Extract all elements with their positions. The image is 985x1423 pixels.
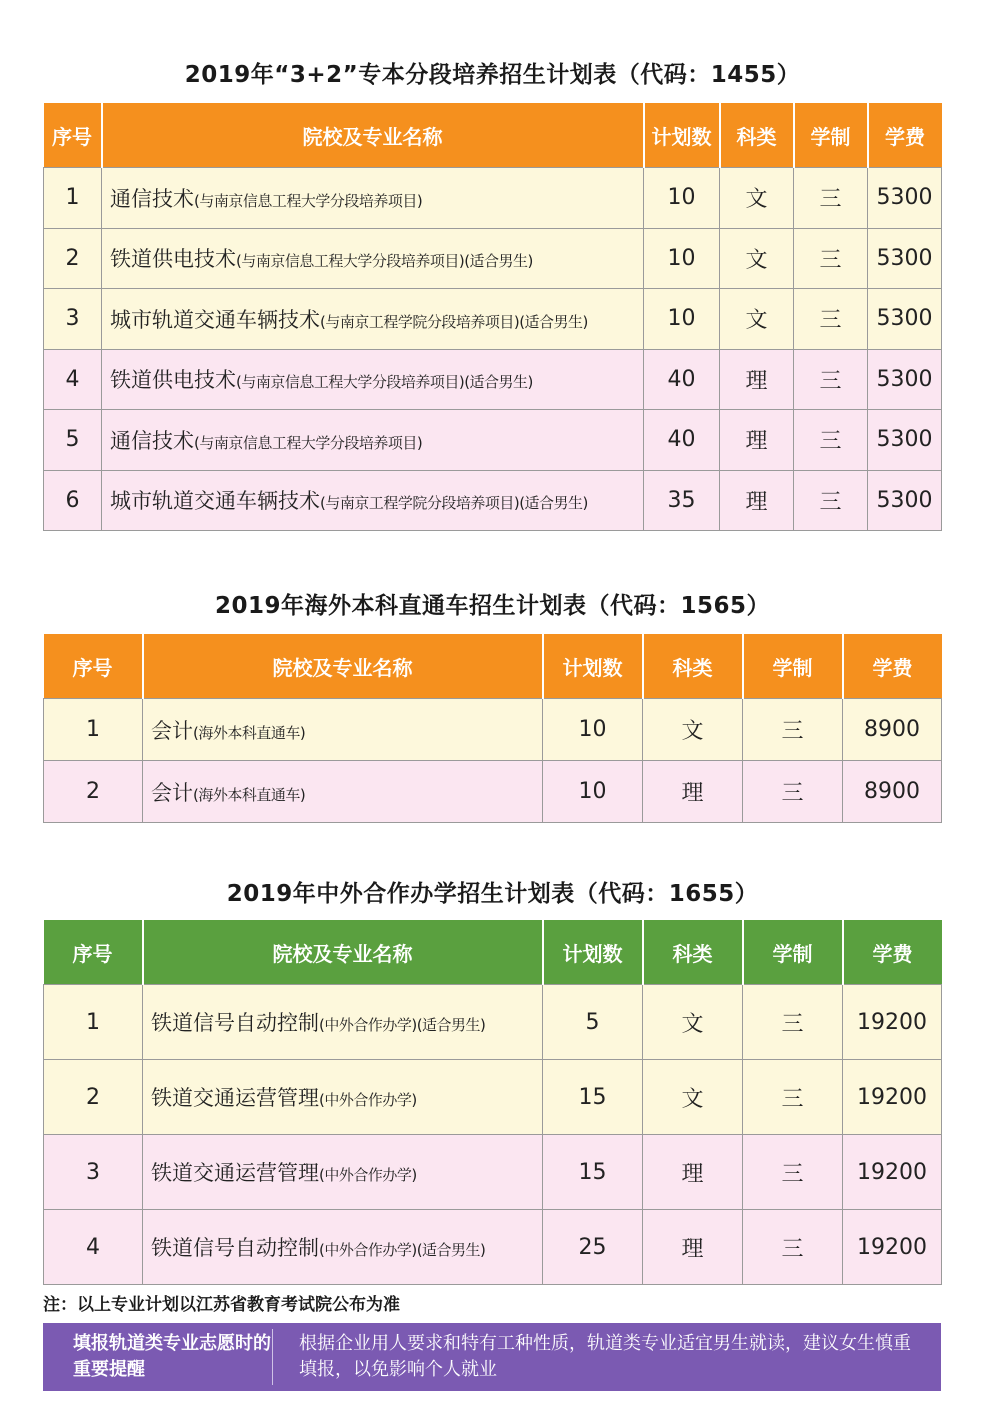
row-plan: 35 xyxy=(644,470,720,531)
row-type: 文 xyxy=(643,699,743,761)
row-years: 三 xyxy=(794,168,868,229)
row-plan: 10 xyxy=(543,761,643,823)
row-major xyxy=(143,761,543,823)
row-fee: 5300 xyxy=(868,289,942,350)
row-type: 文 xyxy=(720,228,794,289)
major-name: 铁道信号自动控制 xyxy=(151,1011,319,1035)
reminder-text: 根据企业用人要求和特有工种性质，轨道类专业适宜男生就读，建议女生慎重填报，以免影响个人就业 xyxy=(299,1333,911,1380)
row-plan: 10 xyxy=(644,228,720,289)
col-header-name: 院校及专业名称 xyxy=(102,103,644,168)
row-no: 6 xyxy=(44,470,102,531)
table-row xyxy=(44,349,942,410)
row-no: 2 xyxy=(44,228,102,289)
col-header-plan: 计划数 xyxy=(543,634,643,699)
row-years: 三 xyxy=(743,1135,843,1210)
row-no: 2 xyxy=(44,1060,143,1135)
col-header-name: 院校及专业名称 xyxy=(143,634,543,699)
table1-header-row xyxy=(44,103,942,168)
table-row xyxy=(44,1060,942,1135)
row-no: 3 xyxy=(44,289,102,350)
footnote: 注：以上专业计划以江苏省教育考试院公布为准 xyxy=(43,1295,400,1315)
row-years: 三 xyxy=(743,1060,843,1135)
table2 xyxy=(43,634,942,823)
row-fee: 19200 xyxy=(843,1060,942,1135)
major-name: 会计 xyxy=(151,718,193,743)
major-note: (中外合作办学) xyxy=(319,1091,417,1109)
col-header-type: 科类 xyxy=(643,634,743,699)
table3-title: 2019年中外合作办学招生计划表（代码：1655） xyxy=(226,881,759,907)
row-plan: 40 xyxy=(644,349,720,410)
row-major xyxy=(143,1060,543,1135)
major-name: 通信技术 xyxy=(110,428,194,453)
row-type: 文 xyxy=(720,168,794,229)
row-plan: 15 xyxy=(543,1135,643,1210)
row-major xyxy=(102,470,644,531)
row-no: 4 xyxy=(44,349,102,410)
col-header-fee: 学费 xyxy=(843,634,942,699)
col-header-fee: 学费 xyxy=(843,920,942,985)
col-header-fee: 学费 xyxy=(868,103,942,168)
row-fee: 5300 xyxy=(868,228,942,289)
major-name: 城市轨道交通车辆技术 xyxy=(110,489,320,514)
row-fee: 8900 xyxy=(843,699,942,761)
major-name: 会计 xyxy=(151,780,193,805)
major-note: (与南京信息工程大学分段培养项目)(适合男生) xyxy=(236,373,533,392)
row-type: 理 xyxy=(720,470,794,531)
col-header-no: 序号 xyxy=(44,920,143,985)
row-fee: 5300 xyxy=(868,168,942,229)
row-type: 理 xyxy=(643,1135,743,1210)
row-type: 文 xyxy=(643,1060,743,1135)
row-major xyxy=(102,289,644,350)
row-no: 2 xyxy=(44,761,143,823)
row-fee: 19200 xyxy=(843,1210,942,1285)
table1 xyxy=(43,103,942,531)
row-no: 3 xyxy=(44,1135,143,1210)
col-header-years: 学制 xyxy=(743,634,843,699)
row-fee: 8900 xyxy=(843,761,942,823)
major-note: (中外合作办学)(适合男生) xyxy=(319,1241,486,1259)
col-header-type: 科类 xyxy=(643,920,743,985)
row-major xyxy=(102,228,644,289)
row-major xyxy=(102,168,644,229)
row-years: 三 xyxy=(743,699,843,761)
major-note: (与南京信息工程大学分段培养项目)(适合男生) xyxy=(236,252,533,271)
major-name: 铁道交通运营管理 xyxy=(151,1161,319,1185)
row-years: 三 xyxy=(743,1210,843,1285)
row-years: 三 xyxy=(743,985,843,1060)
row-years: 三 xyxy=(794,470,868,531)
row-fee: 5300 xyxy=(868,349,942,410)
row-years: 三 xyxy=(794,410,868,471)
table-row xyxy=(44,289,942,350)
row-major xyxy=(143,1135,543,1210)
table3 xyxy=(43,920,942,1285)
row-no: 1 xyxy=(44,985,143,1060)
row-plan: 5 xyxy=(543,985,643,1060)
row-plan: 15 xyxy=(543,1060,643,1135)
major-note: (中外合作办学) xyxy=(319,1166,417,1184)
row-no: 1 xyxy=(44,699,143,761)
table-row xyxy=(44,985,942,1060)
row-fee: 5300 xyxy=(868,410,942,471)
row-type: 理 xyxy=(643,761,743,823)
table3-header-row xyxy=(44,920,942,985)
col-header-no: 序号 xyxy=(44,634,143,699)
row-years: 三 xyxy=(743,761,843,823)
row-plan: 10 xyxy=(644,289,720,350)
col-header-years: 学制 xyxy=(743,920,843,985)
row-type: 文 xyxy=(643,985,743,1060)
reminder-banner xyxy=(43,1323,941,1391)
row-type: 理 xyxy=(720,410,794,471)
major-note: (与南京信息工程大学分段培养项目) xyxy=(194,433,423,452)
table-row xyxy=(44,699,942,761)
row-major xyxy=(143,985,543,1060)
table-row xyxy=(44,228,942,289)
row-years: 三 xyxy=(794,349,868,410)
row-plan: 40 xyxy=(644,410,720,471)
major-name: 城市轨道交通车辆技术 xyxy=(110,307,320,332)
row-years: 三 xyxy=(794,289,868,350)
table-row xyxy=(44,1210,942,1285)
major-note: (海外本科直通车) xyxy=(193,785,306,804)
table-row xyxy=(44,761,942,823)
col-header-no: 序号 xyxy=(44,103,102,168)
col-header-plan: 计划数 xyxy=(543,920,643,985)
major-name: 铁道交通运营管理 xyxy=(151,1086,319,1110)
col-header-name: 院校及专业名称 xyxy=(143,920,543,985)
table-row xyxy=(44,470,942,531)
row-fee: 19200 xyxy=(843,1135,942,1210)
major-note: (与南京工程学院分段培养项目)(适合男生) xyxy=(320,494,588,513)
table-row xyxy=(44,410,942,471)
row-plan: 10 xyxy=(543,699,643,761)
row-no: 1 xyxy=(44,168,102,229)
row-no: 4 xyxy=(44,1210,143,1285)
major-name: 通信技术 xyxy=(110,186,194,211)
major-note: (中外合作办学)(适合男生) xyxy=(319,1016,486,1034)
table2-header-row xyxy=(44,634,942,699)
major-name: 铁道信号自动控制 xyxy=(151,1236,319,1260)
row-type: 文 xyxy=(720,289,794,350)
major-name: 铁道供电技术 xyxy=(110,368,236,393)
major-note: (与南京工程学院分段培养项目)(适合男生) xyxy=(320,312,588,331)
row-type: 理 xyxy=(720,349,794,410)
major-note: (与南京信息工程大学分段培养项目) xyxy=(194,191,423,210)
major-note: (海外本科直通车) xyxy=(193,723,306,742)
col-header-years: 学制 xyxy=(794,103,868,168)
row-years: 三 xyxy=(794,228,868,289)
row-major xyxy=(143,699,543,761)
table2-title: 2019年海外本科直通车招生计划表（代码：1565） xyxy=(214,593,771,619)
row-type: 理 xyxy=(643,1210,743,1285)
row-plan: 10 xyxy=(644,168,720,229)
row-major xyxy=(102,410,644,471)
col-header-type: 科类 xyxy=(720,103,794,168)
row-major xyxy=(102,349,644,410)
col-header-plan: 计划数 xyxy=(644,103,720,168)
table-row xyxy=(44,168,942,229)
row-fee: 19200 xyxy=(843,985,942,1060)
major-name: 铁道供电技术 xyxy=(110,247,236,272)
row-plan: 25 xyxy=(543,1210,643,1285)
table1-title: 2019年“3+2”专本分段培养招生计划表（代码：1455） xyxy=(184,62,801,88)
row-fee: 5300 xyxy=(868,470,942,531)
table-row xyxy=(44,1135,942,1210)
row-no: 5 xyxy=(44,410,102,471)
row-major xyxy=(143,1210,543,1285)
reminder-heading: 填报轨道类专业志愿时的重要提醒 xyxy=(43,1329,273,1385)
